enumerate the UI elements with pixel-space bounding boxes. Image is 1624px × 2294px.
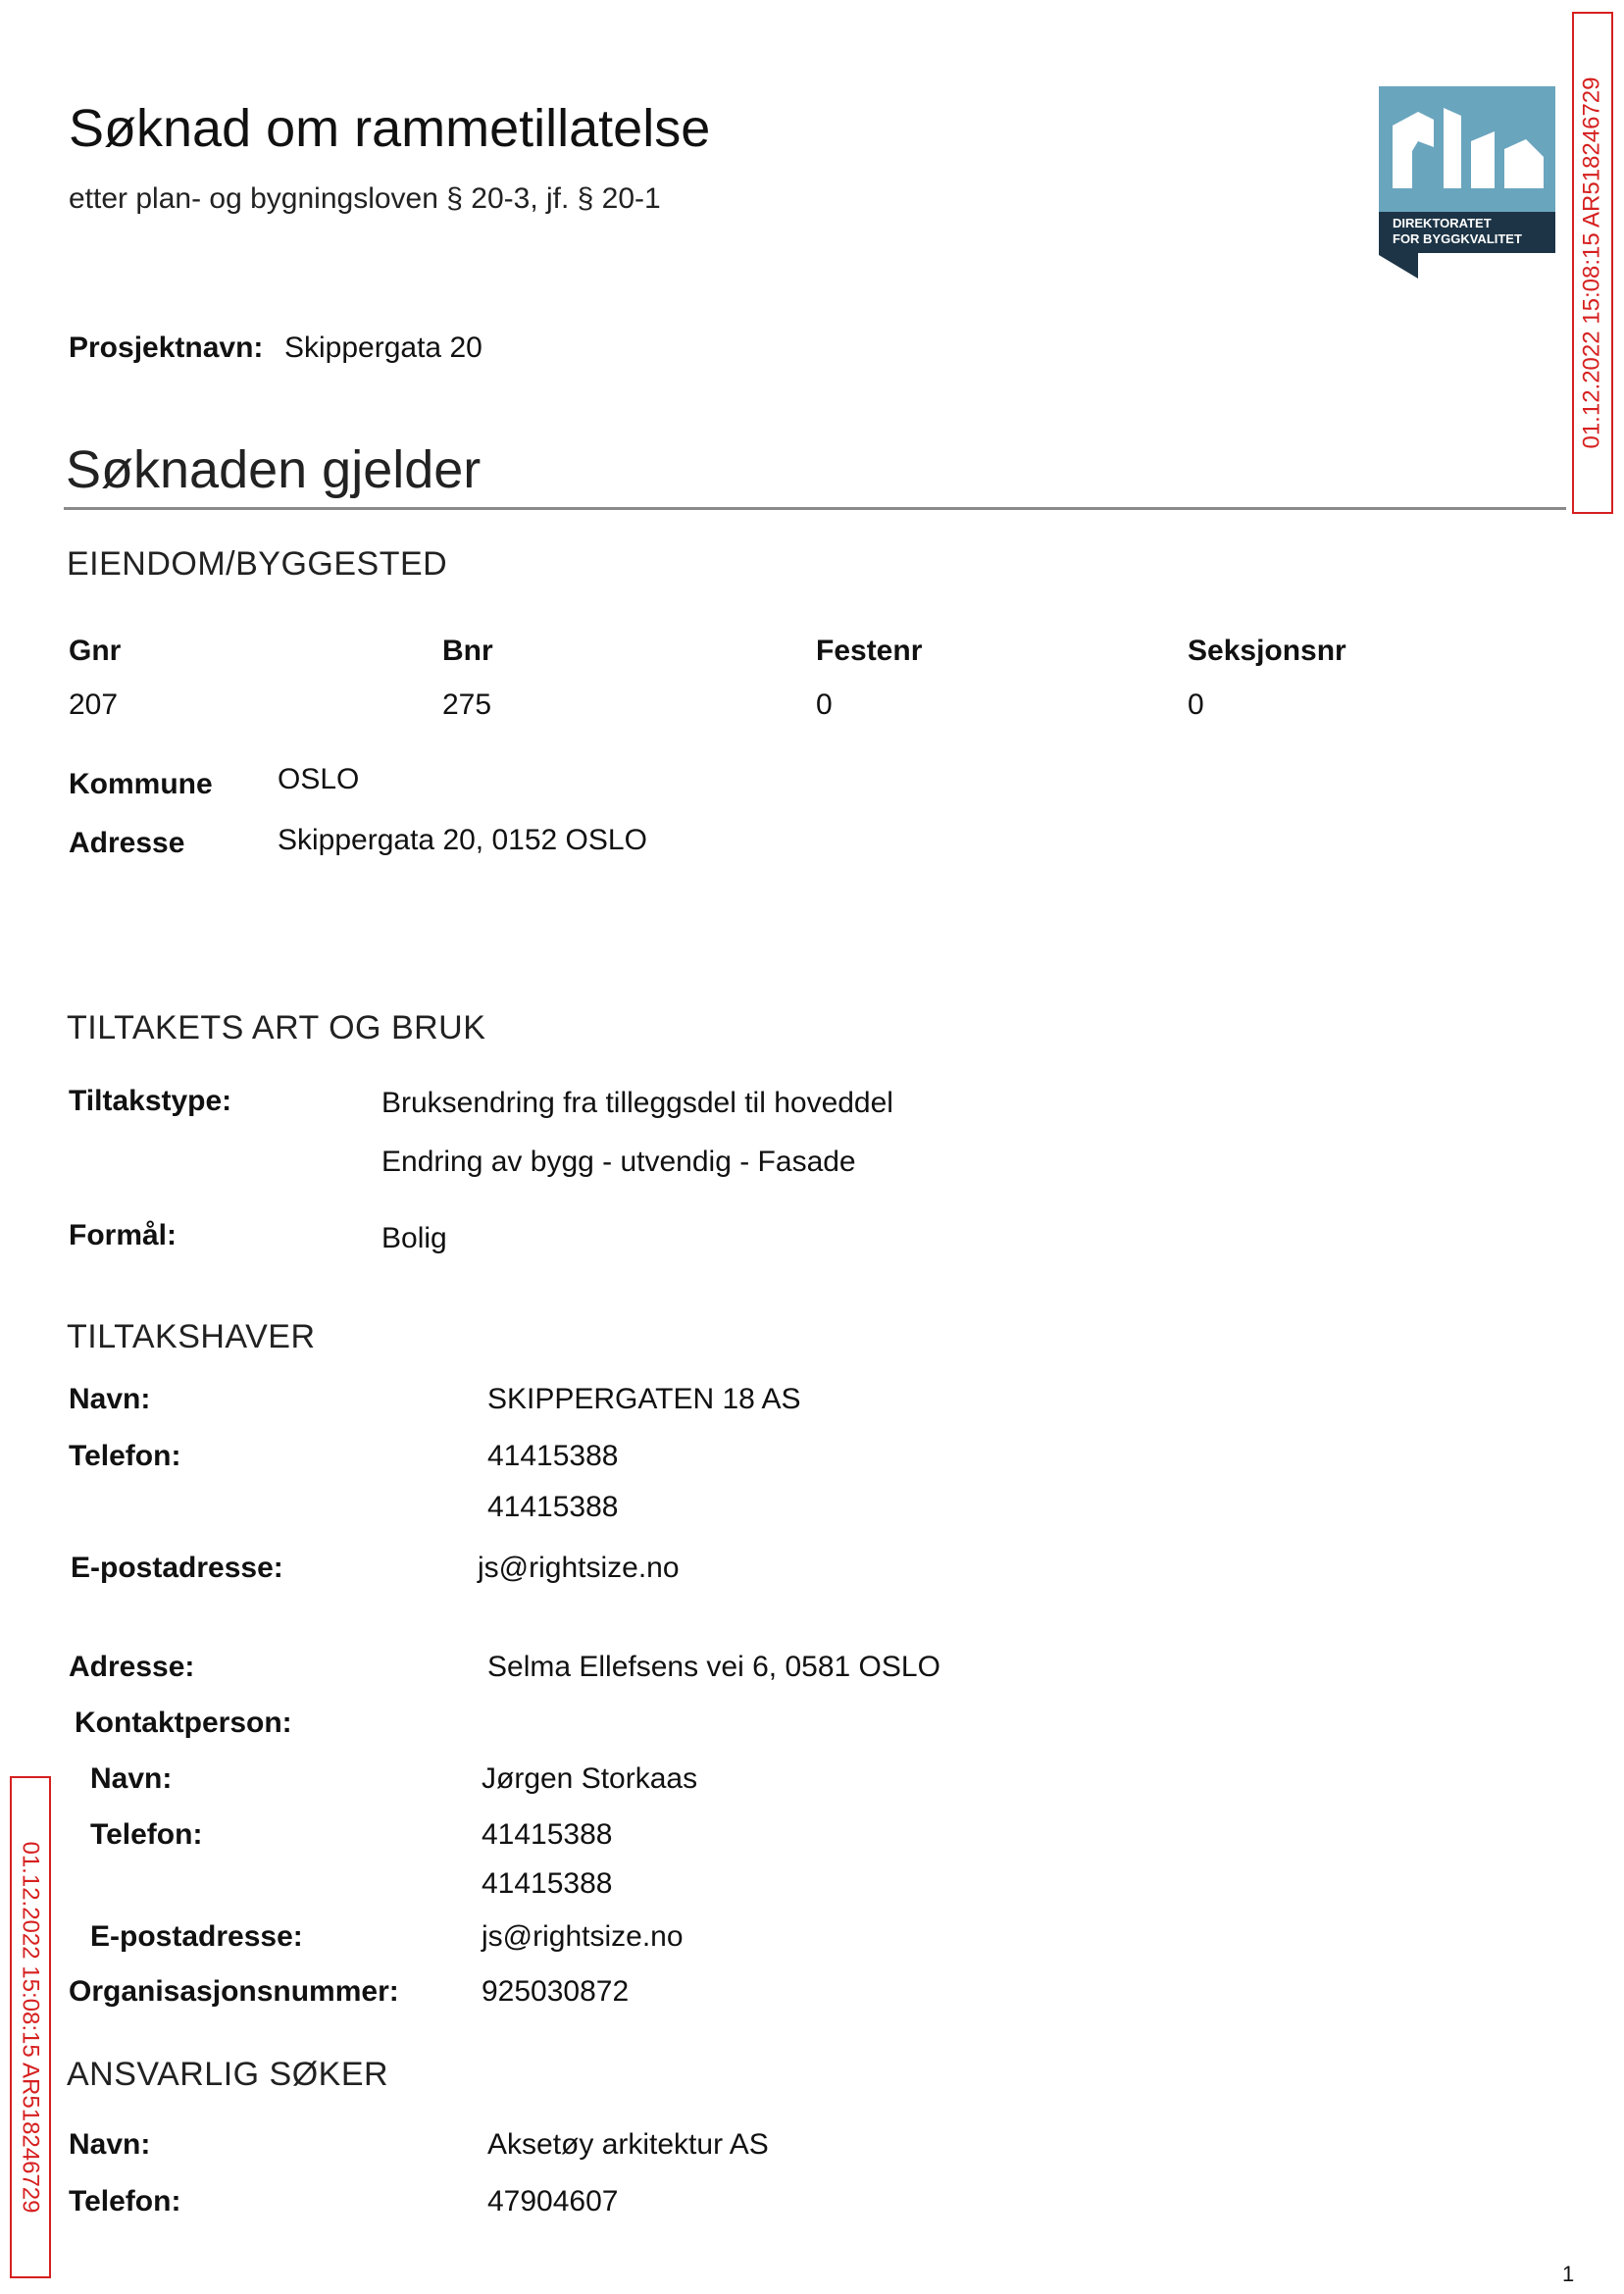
contact-name-label: Navn: <box>90 1762 173 1795</box>
tiltakstype-value-1: Bruksendring fra tilleggsdel til hoveddel <box>381 1087 893 1119</box>
dibk-logo <box>1379 86 1555 279</box>
logo-building-shape-2 <box>1444 108 1461 188</box>
page-subtitle: etter plan- og bygningsloven § 20-3, jf. § 20-1 <box>69 182 661 215</box>
page-number: 1 <box>1562 2262 1575 2286</box>
owner-email-label: E-postadresse: <box>71 1552 283 1584</box>
adresse-value: Skippergata 20, 0152 OSLO <box>278 824 647 856</box>
section-heading-application: Søknaden gjelder <box>66 440 482 499</box>
owner-name-value: SKIPPERGATEN 18 AS <box>487 1383 801 1415</box>
owner-name-label: Navn: <box>69 1383 151 1415</box>
contact-phone-label: Telefon: <box>90 1818 203 1851</box>
applicant-name-value: Aksetøy arkitektur AS <box>487 2128 769 2161</box>
applicant-name-label: Navn: <box>69 2128 151 2161</box>
gnr-value: 207 <box>69 688 119 721</box>
contact-phone-value-1: 41415388 <box>482 1818 613 1851</box>
project-name-label: Prosjektnavn: <box>69 331 264 364</box>
owner-email-value: js@rightsize.no <box>478 1552 680 1584</box>
section-heading-measure: TILTAKETS ART OG BRUK <box>67 1009 486 1046</box>
applicant-phone-value: 47904607 <box>487 2185 619 2218</box>
contact-person-label: Kontaktperson: <box>75 1707 292 1739</box>
page-title: Søknad om rammetillatelse <box>69 99 711 158</box>
timestamp-stamp-right <box>1572 12 1613 514</box>
owner-phone-value-2: 41415388 <box>487 1491 619 1523</box>
festenr-value: 0 <box>816 688 833 721</box>
adresse-label: Adresse <box>69 827 185 859</box>
owner-phone-label: Telefon: <box>69 1440 181 1472</box>
contact-email-label: E-postadresse: <box>90 1920 303 1953</box>
bnr-label: Bnr <box>442 635 493 667</box>
section-heading-property: EIENDOM/BYGGESTED <box>67 545 448 583</box>
project-name-value: Skippergata 20 <box>284 331 482 364</box>
formal-label: Formål: <box>69 1219 178 1251</box>
logo-building-shape-3 <box>1471 131 1495 188</box>
stamp-text: 01.12.2022 15:08:15 AR518246729 <box>1579 76 1605 449</box>
contact-email-value: js@rightsize.no <box>482 1920 684 1953</box>
bnr-value: 275 <box>442 688 492 721</box>
kommune-value: OSLO <box>278 763 360 795</box>
orgnr-value: 925030872 <box>482 1975 630 2008</box>
stamp-text: 01.12.2022 15:08:15 AR518246729 <box>18 1841 44 2214</box>
seksjonsnr-label: Seksjonsnr <box>1188 635 1346 667</box>
section-heading-applicant: ANSVARLIG SØKER <box>67 2056 389 2093</box>
contact-name-value: Jørgen Storkaas <box>482 1762 698 1795</box>
gnr-label: Gnr <box>69 635 122 667</box>
owner-address-label: Adresse: <box>69 1651 195 1683</box>
timestamp-stamp-left <box>10 1776 51 2278</box>
festenr-label: Festenr <box>816 635 923 667</box>
seksjonsnr-value: 0 <box>1188 688 1204 721</box>
section-heading-owner: TILTAKSHAVER <box>67 1318 316 1355</box>
owner-address-value: Selma Ellefsens vei 6, 0581 OSLO <box>487 1651 940 1683</box>
applicant-phone-label: Telefon: <box>69 2185 181 2218</box>
tiltakstype-value-2: Endring av bygg - utvendig - Fasade <box>381 1146 856 1178</box>
contact-phone-value-2: 41415388 <box>482 1867 613 1900</box>
logo-text-line2: FOR BYGGKVALITET <box>1393 231 1522 246</box>
logo-text-line1: DIREKTORATET <box>1393 216 1492 230</box>
heading-divider <box>64 507 1566 510</box>
owner-phone-value-1: 41415388 <box>487 1440 619 1472</box>
kommune-label: Kommune <box>69 768 213 800</box>
formal-value: Bolig <box>381 1222 447 1254</box>
orgnr-label: Organisasjonsnummer: <box>69 1975 399 2008</box>
tiltakstype-label: Tiltakstype: <box>69 1085 232 1117</box>
